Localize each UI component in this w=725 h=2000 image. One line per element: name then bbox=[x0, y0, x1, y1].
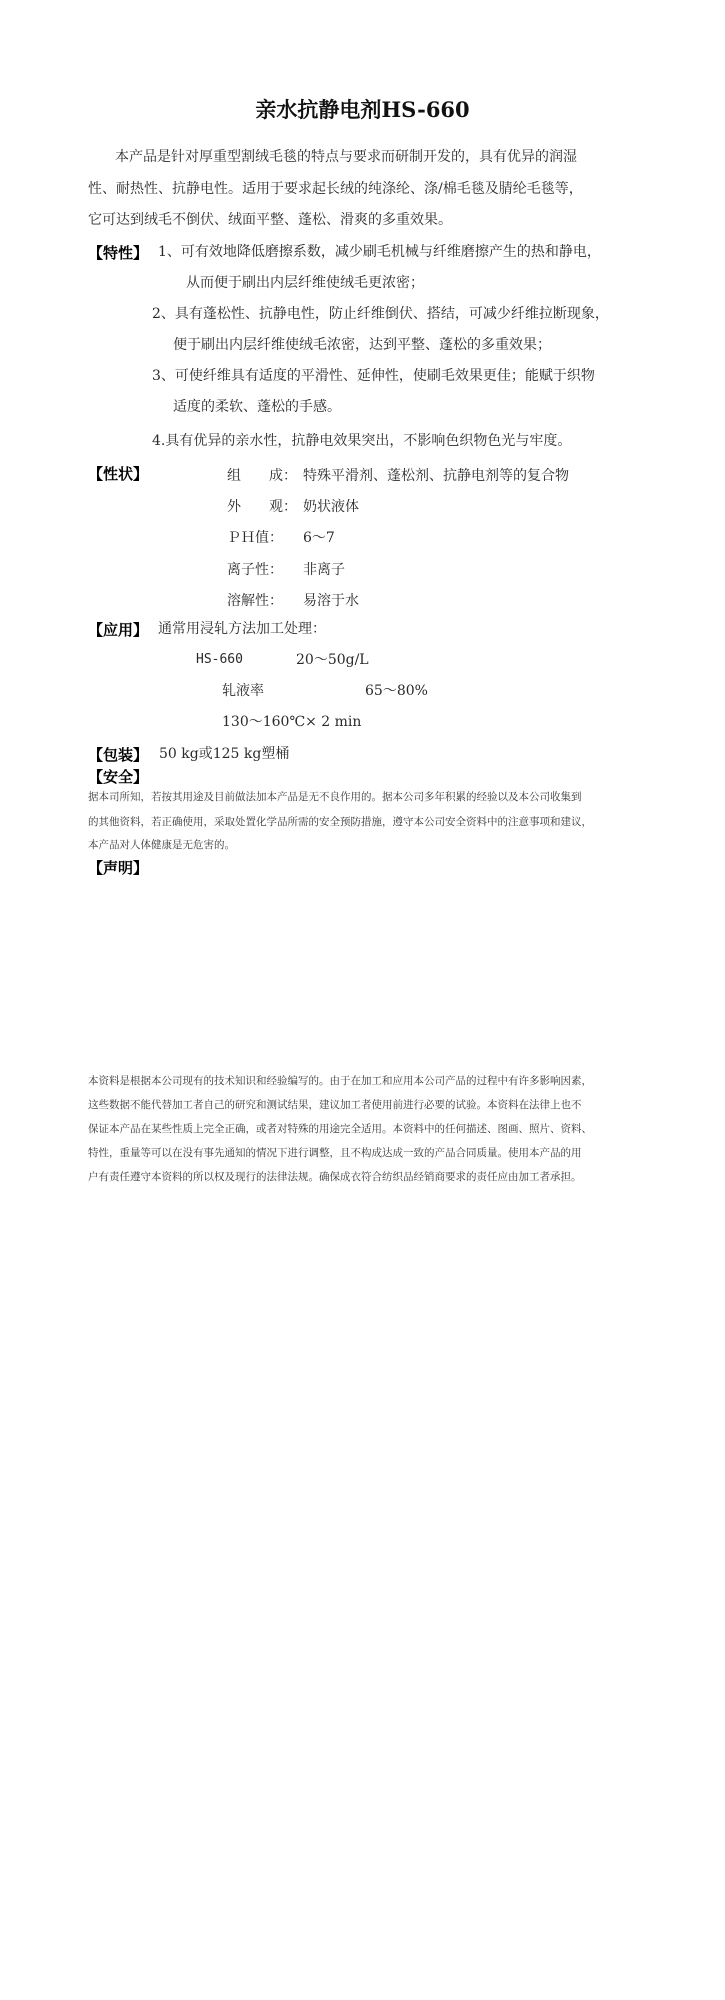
application-value: 65～80% bbox=[365, 683, 428, 699]
packaging-heading: 【包装】 bbox=[88, 746, 149, 764]
property-key: 离子性： bbox=[227, 562, 283, 578]
properties-heading: 【性状】 bbox=[88, 465, 149, 483]
feature-line: 2、具有蓬松性、抗静电性，防止纤维倒伏、搭结，可减少纤维拉断现象， bbox=[152, 306, 609, 322]
property-key: 溶解性： bbox=[227, 593, 283, 609]
feature-line: 从而便于刷出内层纤维使绒毛更浓密； bbox=[186, 275, 424, 291]
property-value: 奶状液体 bbox=[303, 499, 359, 515]
page-title: 亲水抗静电剂HS-660 bbox=[255, 97, 470, 122]
application-heading: 【应用】 bbox=[88, 621, 149, 639]
property-key: ＰＨ值： bbox=[227, 530, 283, 546]
safety-line: 本产品对人体健康是无危害的。 bbox=[88, 839, 235, 851]
property-key: 外 观： bbox=[227, 499, 297, 515]
feature-line: 3、可使纤维具有适度的平滑性、延伸性，使刷毛效果更佳；能赋于织物 bbox=[152, 368, 595, 384]
application-value: 20～50g/L bbox=[296, 652, 369, 668]
property-value: 非离子 bbox=[303, 562, 345, 578]
statement-heading: 【声明】 bbox=[88, 859, 149, 877]
property-value: 易溶于水 bbox=[303, 593, 359, 609]
statement-line: 本资料是根据本公司现有的技术知识和经验编写的。由于在加工和应用本公司产品的过程中有许多影响因素， bbox=[88, 1075, 592, 1087]
application-intro: 通常用浸轧方法加工处理： bbox=[158, 621, 326, 637]
property-key: 组 成： bbox=[227, 468, 297, 484]
feature-line: 便于刷出内层纤维使绒毛浓密，达到平整、蓬松的多重效果； bbox=[173, 337, 551, 353]
application-key: HS-660 bbox=[196, 652, 243, 667]
statement-line: 这些数据不能代替加工者自己的研究和测试结果，建议加工者使用前进行必要的试验。本资料在法律上也不 bbox=[88, 1099, 582, 1111]
intro-line: 它可达到绒毛不倒伏、绒面平整、蓬松、滑爽的多重效果。 bbox=[88, 212, 452, 228]
feature-line: 4.具有优异的亲水性，抗静电效果突出，不影响色织物色光与牢度。 bbox=[152, 433, 572, 449]
property-value: 6～7 bbox=[303, 530, 335, 546]
intro-line: 本产品是针对厚重型割绒毛毯的特点与要求而研制开发的，具有优异的润湿 bbox=[115, 149, 577, 165]
safety-heading: 【安全】 bbox=[88, 768, 149, 786]
intro-line: 性、耐热性、抗静电性。适用于要求起长绒的纯涤纶、涤/棉毛毯及腈纶毛毯等， bbox=[88, 181, 583, 197]
feature-line: 1、可有效地降低磨擦系数，减少刷毛机械与纤维磨擦产生的热和静电， bbox=[158, 244, 601, 260]
application-condition: 130～160℃× 2 min bbox=[222, 714, 362, 730]
statement-line: 户有责任遵守本资料的所以权及现行的法律法规。确保成衣符合纺织品经销商要求的责任应由加工者承担。 bbox=[88, 1171, 582, 1183]
safety-line: 据本司所知，若按其用途及目前做法加本产品是无不良作用的。据本公司多年积累的经验以及本公司收集到 bbox=[88, 791, 582, 803]
packaging-text: 50 kg或125 kg塑桶 bbox=[159, 746, 290, 762]
statement-line: 特性，重量等可以在没有事先通知的情况下进行调整，且不构成达成一致的产品合同质量。使用本产品的用 bbox=[88, 1147, 582, 1159]
statement-line: 保证本产品在某些性质上完全正确，或者对特殊的用途完全适用。本资料中的任何描述、图画、照片、资料、 bbox=[88, 1123, 592, 1135]
features-heading: 【特性】 bbox=[88, 244, 149, 262]
application-key: 轧液率 bbox=[222, 683, 264, 699]
feature-line: 适度的柔软、蓬松的手感。 bbox=[173, 399, 341, 415]
property-value: 特殊平滑剂、蓬松剂、抗静电剂等的复合物 bbox=[303, 468, 569, 484]
safety-line: 的其他资料，若正确使用，采取处置化学品所需的安全预防措施，遵守本公司安全资料中的注意事项和建议， bbox=[88, 816, 592, 828]
